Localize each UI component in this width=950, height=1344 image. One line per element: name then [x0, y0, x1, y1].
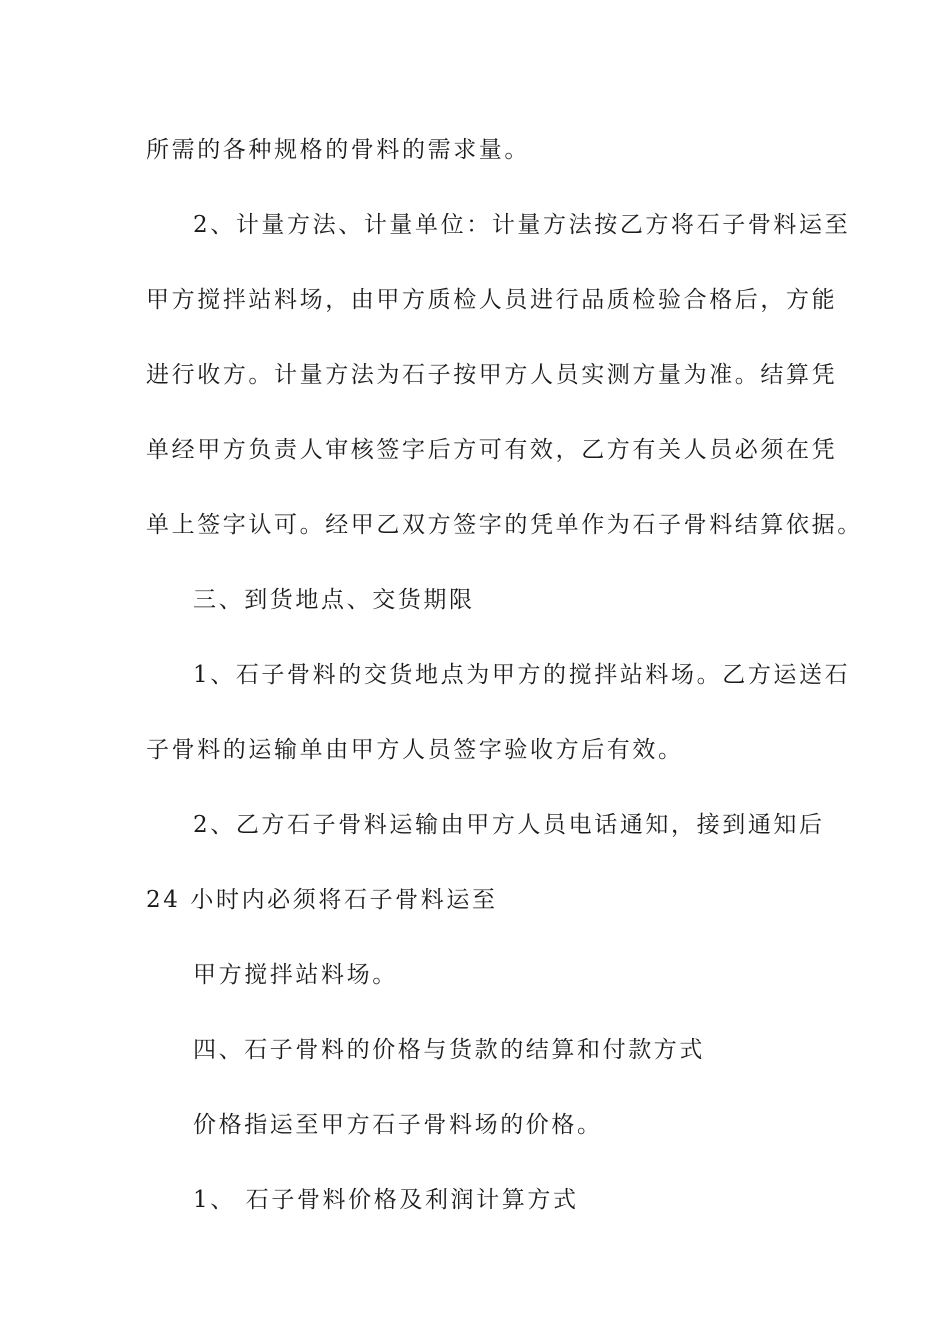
text-line: 子骨料的运输单由甲方人员签字验收方后有效。	[146, 737, 684, 763]
text-line: 1、 石子骨料价格及利润计算方式	[193, 1187, 579, 1213]
text-line: 甲方搅拌站料场，由甲方质检人员进行品质检验合格后，方能	[146, 287, 838, 313]
text-line: 所需的各种规格的骨料的需求量。	[146, 137, 530, 163]
text-line: 甲方搅拌站料场。	[193, 962, 398, 988]
text-line: 2、计量方法、计量单位：计量方法按乙方将石子骨料运至	[193, 212, 851, 238]
section-heading: 四、石子骨料的价格与货款的结算和付款方式	[193, 1037, 705, 1063]
text-line: 2、乙方石子骨料运输由甲方人员电话通知，接到通知后	[193, 812, 825, 838]
text-line: 进行收方。计量方法为石子按甲方人员实测方量为准。结算凭	[146, 362, 838, 388]
text-line: 价格指运至甲方石子骨料场的价格。	[193, 1112, 603, 1138]
text-line: 24 小时内必须将石子骨料运至	[146, 887, 498, 913]
text-line: 单经甲方负责人审核签字后方可有效，乙方有关人员必须在凭	[146, 437, 838, 463]
section-heading: 三、到货地点、交货期限	[193, 587, 475, 613]
text-line: 单上签字认可。经甲乙双方签字的凭单作为石子骨料结算依据。	[146, 512, 863, 538]
text-line: 1、石子骨料的交货地点为甲方的搅拌站料场。乙方运送石	[193, 662, 851, 688]
